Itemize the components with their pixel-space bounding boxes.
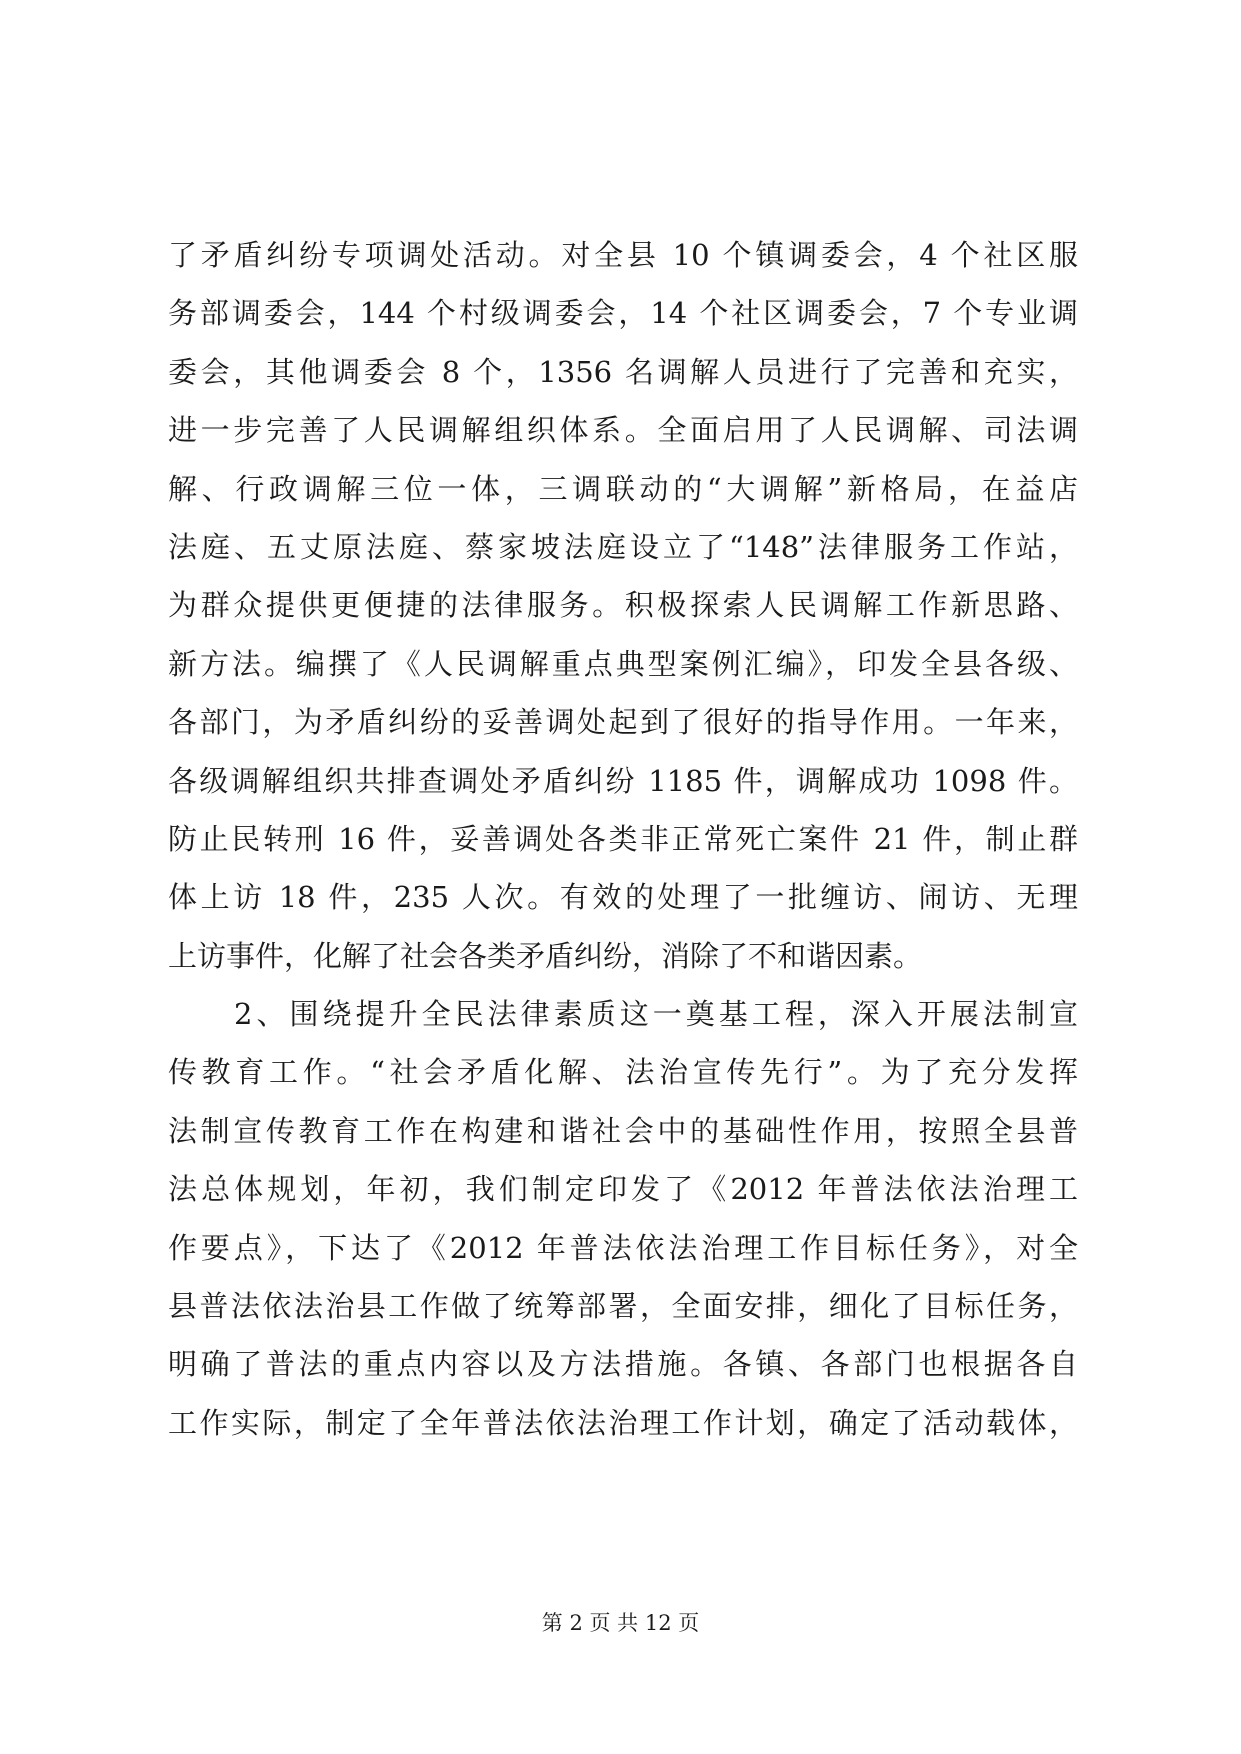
text-line-13: 上访事件，化解了社会各类矛盾纠纷，消除了不和谐因素。 bbox=[168, 938, 923, 973]
body-text bbox=[168, 226, 1078, 1452]
text-line-18: 作要点》，下达了《2012 年普法依法治理工作目标任务》，对全 bbox=[168, 1230, 1078, 1265]
text-line-2: 务部调委会，144 个村级调委会，14 个社区调委会，7 个专业调 bbox=[168, 296, 1078, 331]
text-line-11: 防止民转刑 16 件，妥善调处各类非正常死亡案件 21 件，制止群 bbox=[168, 821, 1078, 856]
text-line-15: 传教育工作。“社会矛盾化解、法治宣传先行”。为了充分发挥 bbox=[168, 1055, 1078, 1090]
text-line-10: 各级调解组织共排查调处矛盾纠纷 1185 件，调解成功 1098 件。 bbox=[168, 763, 1078, 798]
text-line-9: 各部门，为矛盾纠纷的妥善调处起到了很好的指导作用。一年来， bbox=[168, 705, 1078, 740]
text-line-21: 工作实际，制定了全年普法依法治理工作计划，确定了活动载体， bbox=[168, 1405, 1078, 1440]
text-line-3: 委会，其他调委会 8 个，1356 名调解人员进行了完善和充实， bbox=[168, 354, 1078, 389]
text-line-6: 法庭、五丈原法庭、蔡家坡法庭设立了“148”法律服务工作站， bbox=[168, 529, 1078, 564]
text-line-14: 2、围绕提升全民法律素质这一奠基工程，深入开展法制宣 bbox=[168, 997, 1078, 1032]
text-line-20: 明确了普法的重点内容以及方法措施。各镇、各部门也根据各自 bbox=[168, 1347, 1078, 1382]
text-line-4: 进一步完善了人民调解组织体系。全面启用了人民调解、司法调 bbox=[168, 413, 1078, 448]
text-line-16: 法制宣传教育工作在构建和谐社会中的基础性作用，按照全县普 bbox=[168, 1113, 1078, 1148]
text-line-7: 为群众提供更便捷的法律服务。积极探索人民调解工作新思路、 bbox=[168, 588, 1078, 623]
text-line-1: 了矛盾纠纷专项调处活动。对全县 10 个镇调委会，4 个社区服 bbox=[168, 238, 1078, 272]
text-line-19: 县普法依法治县工作做了统筹部署，全面安排，细化了目标任务， bbox=[168, 1289, 1078, 1324]
text-line-8: 新方法。编撰了《人民调解重点典型案例汇编》，印发全县各级、 bbox=[168, 646, 1078, 681]
page-footer bbox=[0, 1608, 1241, 1638]
text-line-17: 法总体规划，年初，我们制定印发了《2012 年普法依法治理工 bbox=[168, 1172, 1078, 1207]
text-line-12: 体上访 18 件，235 人次。有效的处理了一批缠访、闹访、无理 bbox=[168, 880, 1078, 915]
text-line-5: 解、行政调解三位一体，三调联动的“大调解”新格局，在益店 bbox=[168, 471, 1078, 506]
page-number-label: 第 2 页 共 12 页 bbox=[541, 1611, 700, 1635]
